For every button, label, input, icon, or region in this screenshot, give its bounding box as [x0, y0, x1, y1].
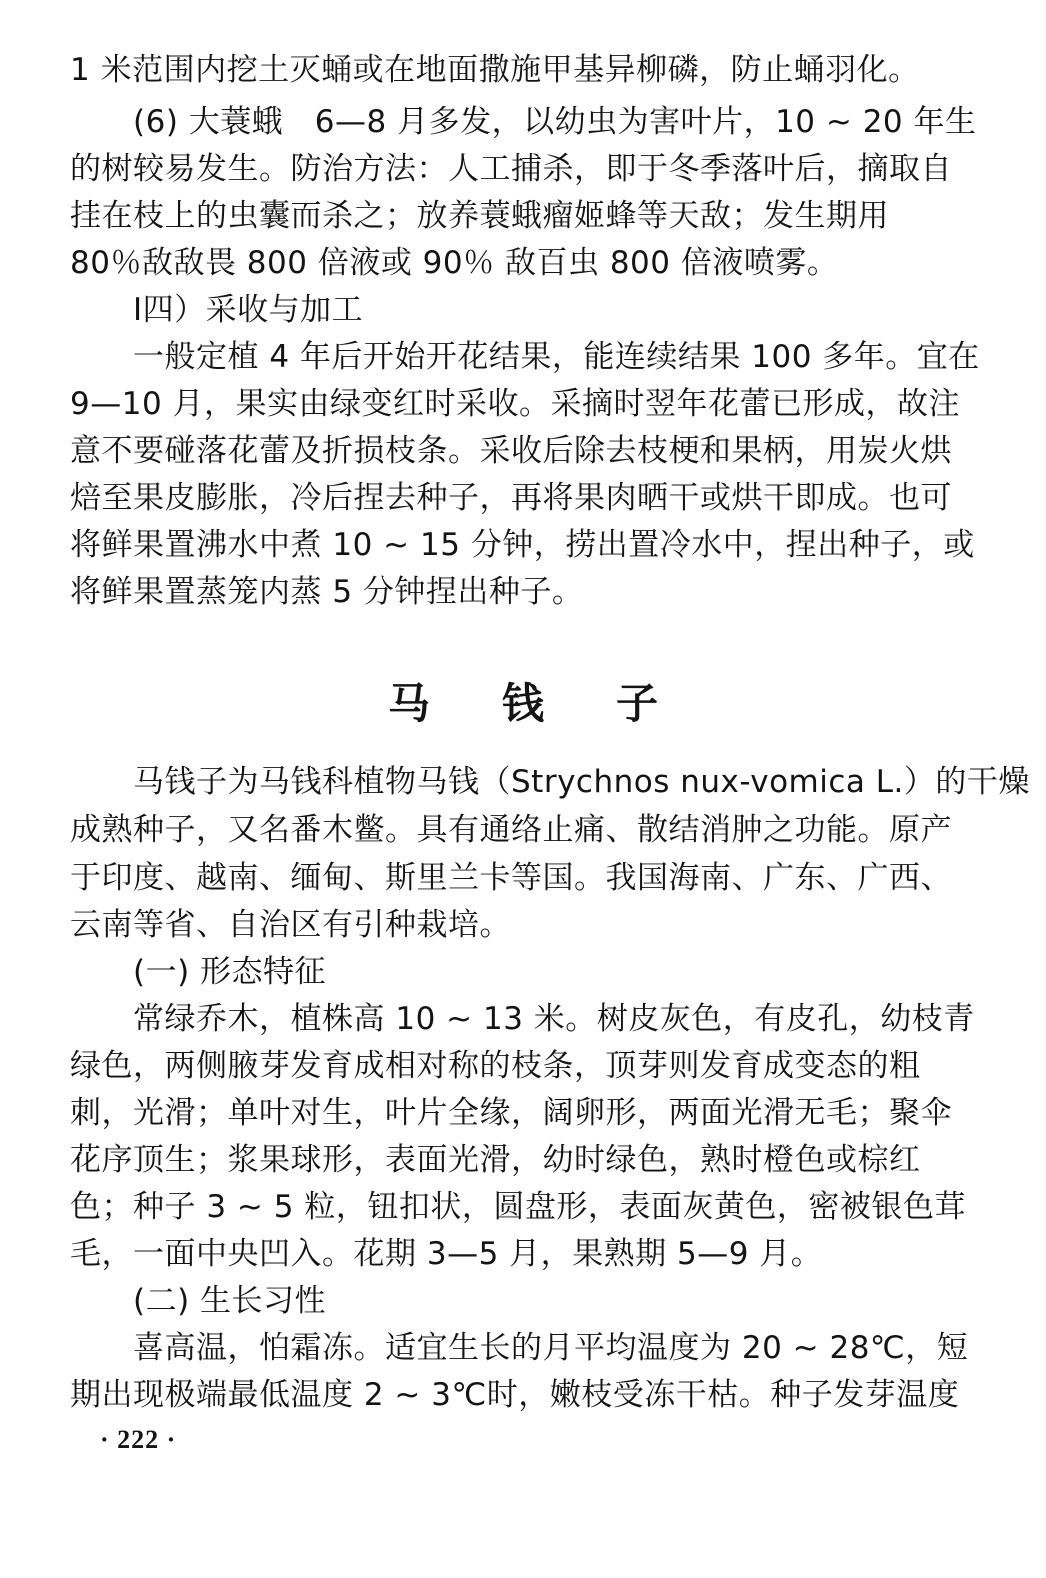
section-heading: I四）采收与加工: [133, 292, 364, 328]
text-line: 的树较易发生。防治方法：人工捕杀，即于冬季落叶后，摘取自: [70, 151, 952, 187]
text-line: (6) 大蓑蛾 6—8 月多发，以幼虫为害叶片，10 ~ 20 年生: [133, 104, 977, 140]
text-line: 喜高温，怕霜冻。适宜生长的月平均温度为 20 ~ 28℃，短: [133, 1330, 969, 1366]
section-heading: (二) 生长习性: [133, 1283, 327, 1319]
text-line: 意不要碰落花蕾及折损枝条。采收后除去枝梗和果柄，用炭火烘: [70, 433, 952, 469]
text-line: 花序顶生；浆果球形，表面光滑，幼时绿色，熟时橙色或棕红: [70, 1142, 921, 1178]
page-number: · 222 ·: [100, 1425, 177, 1454]
text-line: 云南等省、自治区有引种栽培。: [70, 907, 511, 943]
text-line: 9—10 月，果实由绿变红时采收。采摘时翌年花蕾已形成，故注: [70, 386, 961, 422]
text-line: 于印度、越南、缅甸、斯里兰卡等国。我国海南、广东、广西、: [70, 860, 952, 896]
text-line: 马钱子为马钱科植物马钱（Strychnos nux-vomica L.）的干燥: [133, 764, 1030, 800]
text-line: 期出现极端最低温度 2 ~ 3℃时，嫩枝受冻干枯。种子发芽温度: [70, 1377, 960, 1413]
text-line: 1 米范围内挖土灭蛹或在地面撒施甲基异柳磷，防止蛹羽化。: [70, 52, 920, 88]
section-heading: (一) 形态特征: [133, 954, 327, 990]
text-line: 刺，光滑；单叶对生，叶片全缘，阔卵形，两面光滑无毛；聚伞: [70, 1095, 952, 1131]
text-line: 绿色，两侧腋芽发育成相对称的枝条，顶芽则发育成变态的粗: [70, 1048, 921, 1084]
text-line: 色；种子 3 ~ 5 粒，钮扣状，圆盘形，表面灰黄色，密被银色茸: [70, 1189, 966, 1225]
chapter-title: 马钱子: [387, 679, 730, 728]
text-line: 焙至果皮膨胀，冷后捏去种子，再将果肉晒干或烘干即成。也可: [70, 480, 952, 516]
text-line: 80％敌敌畏 800 倍液或 90％ 敌百虫 800 倍液喷雾。: [70, 245, 839, 281]
text-line: 常绿乔木，植株高 10 ~ 13 米。树皮灰色，有皮孔，幼枝青: [133, 1001, 975, 1037]
text-line: 毛，一面中央凹入。花期 3—5 月，果熟期 5—9 月。: [70, 1236, 823, 1272]
text-line: 挂在枝上的虫囊而杀之；放养蓑蛾瘤姬蜂等天敌；发生期用: [70, 198, 889, 234]
text-line: 成熟种子，又名番木鳖。具有通络止痛、散结消肿之功能。原产: [70, 812, 952, 848]
text-line: 一般定植 4 年后开始开花结果，能连续结果 100 多年。宜在: [133, 339, 980, 375]
text-line: 将鲜果置蒸笼内蒸 5 分钟捏出种子。: [70, 574, 584, 610]
text-line: 将鲜果置沸水中煮 10 ~ 15 分钟，捞出置冷水中，捏出种子，或: [70, 527, 975, 563]
